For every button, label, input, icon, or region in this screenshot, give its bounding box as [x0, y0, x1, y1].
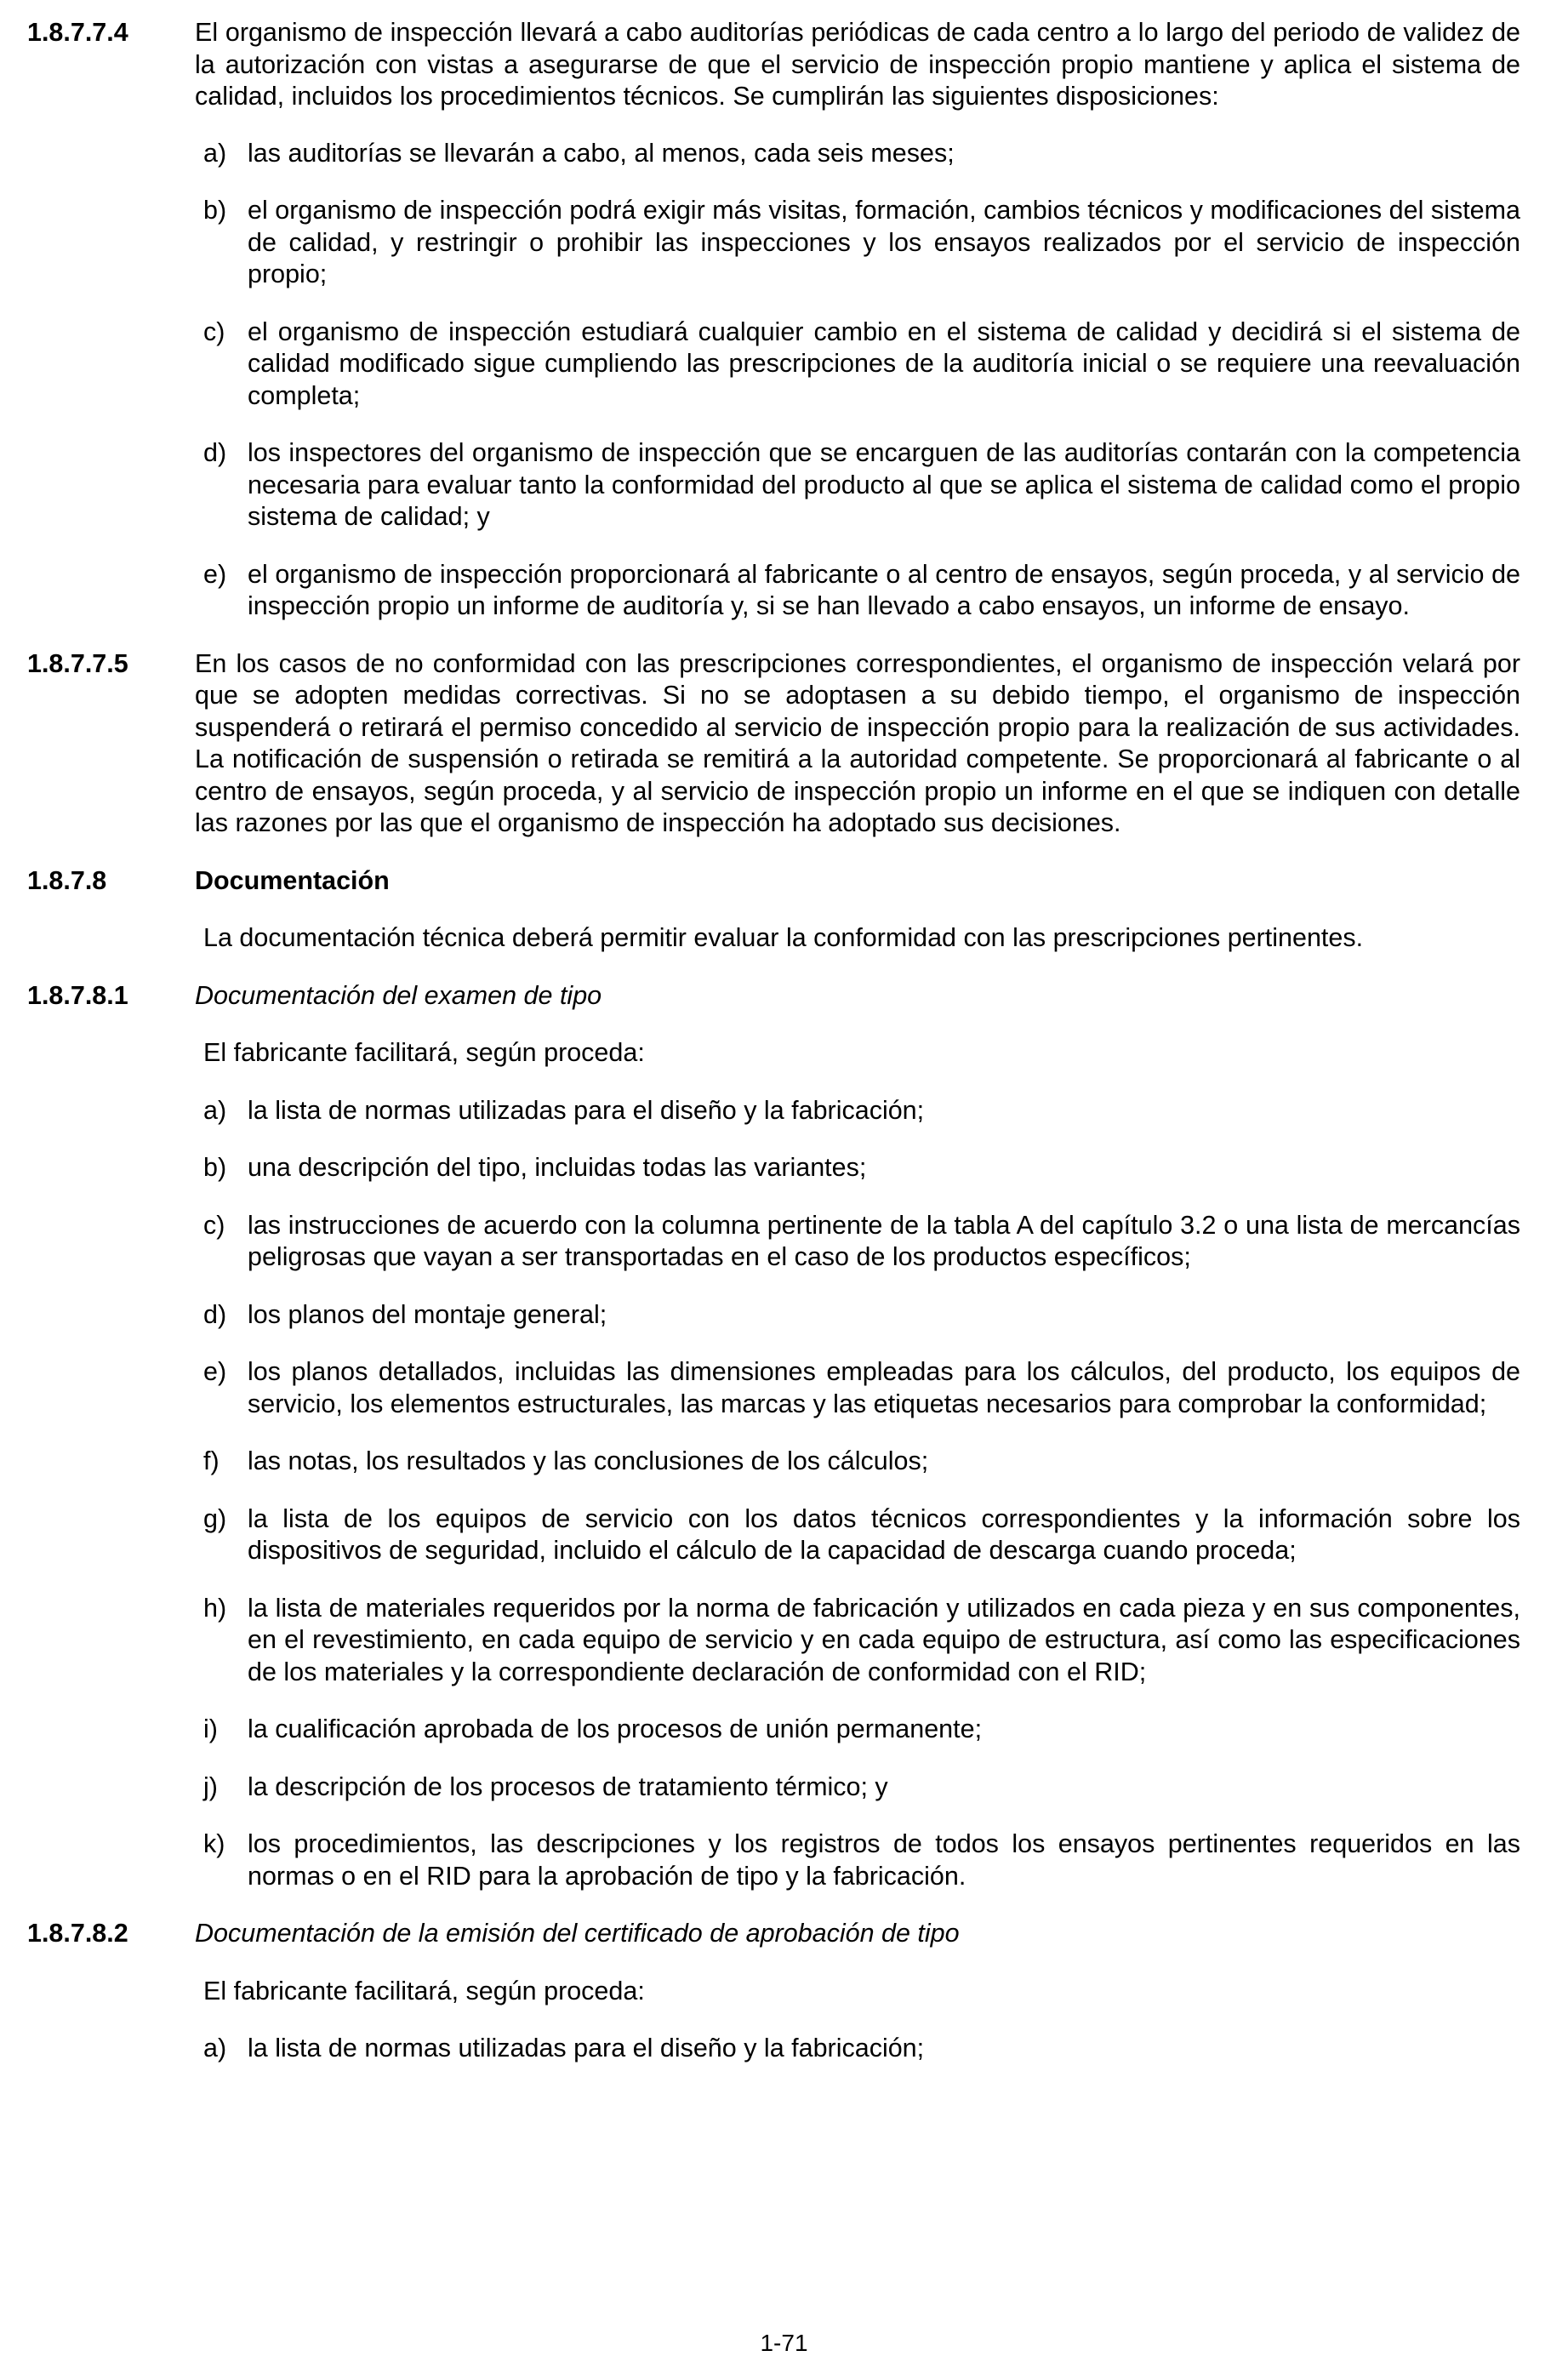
list-label: i): [203, 1714, 218, 1743]
section-title: Documentación del examen de tipo: [195, 980, 602, 1010]
page-number: 1-71: [760, 2330, 808, 2356]
list-text: los procedimientos, las descripciones y los registros de todos los ensayos pertinentes requeridos en las normas o en el RID para la aprobación de tipo y la fabricación.: [248, 1829, 1520, 1891]
list-text: la descripción de los procesos de tratamiento térmico; y: [248, 1772, 888, 1801]
document-page: [27, 17, 1520, 2065]
section-1-8-7-8: [27, 865, 1520, 898]
section-1-8-7-8-1: [27, 980, 1520, 1013]
list-text: las instrucciones de acuerdo con la columna pertinente de la tabla A del capítulo 3.2 o una lista de mercancías peligrosas que vayan a ser transportadas en el caso de los productos específicos;: [248, 1210, 1520, 1271]
list-item: [195, 1299, 1520, 1332]
section-1-8-7-7-4: [27, 17, 1520, 113]
list-text: la lista de normas utilizadas para el diseño y la fabricación;: [248, 1095, 925, 1125]
list-item: [195, 1356, 1520, 1420]
list-item: [195, 437, 1520, 533]
list-item: [195, 1210, 1520, 1274]
list-text: la lista de materiales requeridos por la norma de fabricación y utilizados en cada pieza y en sus componentes, en el revestimiento, en cada equipo de servicio y en cada equipo de estructura, así como las especificaciones de los materiales y la correspondiente declaración de conformidad con el RID;: [248, 1593, 1520, 1686]
list-text: el organismo de inspección proporcionará al fabricante o al centro de ensayos, según proceda, y al servicio de inspección propio un informe de auditoría y, si se han llevado a cabo ensayos, un informe de ensayo.: [248, 559, 1520, 620]
list-text: la cualificación aprobada de los procesos de unión permanente;: [248, 1714, 983, 1743]
section-intro: El fabricante facilitará, según proceda:: [203, 1976, 645, 2005]
list-item: [195, 1095, 1520, 1127]
list-label: g): [203, 1503, 227, 1533]
section-title: Documentación: [195, 865, 390, 895]
list-text: el organismo de inspección podrá exigir más visitas, formación, cambios técnicos y modificaciones del sistema de calidad, y restringir o prohibir las inspecciones y los ensayos realizados por el servicio de inspección propio;: [248, 196, 1520, 288]
section-text: En los casos de no conformidad con las prescripciones correspondientes, el organismo de inspección velará por que se adopten medidas correctivas. Si no se adoptasen a su debido tiempo, el organismo de inspección suspenderá o retirará el permiso concedido al servicio de inspección propio para la realización de sus actividades. La notificación de suspensión o retirada se remitirá a la autoridad competente. Se proporcionará al fabricante o al centro de ensayos, según proceda, y al servicio de inspección propio un informe en el que se indiquen con detalle las razones por las que el organismo de inspección ha adoptado sus decisiones.: [195, 648, 1520, 837]
list-label: a): [203, 2034, 227, 2062]
list-label: f): [203, 1446, 220, 1475]
list-item: [195, 1593, 1520, 1689]
list-item: [195, 559, 1520, 623]
section-1-8-7-7-5: [27, 648, 1520, 840]
list-text: las auditorías se llevarán a cabo, al menos, cada seis meses;: [248, 138, 955, 168]
list-label: k): [203, 1829, 225, 1858]
list-label: h): [203, 1593, 227, 1623]
section-number: 1.8.7.7.4: [27, 18, 128, 47]
section-intro: El fabricante facilitará, según proceda:: [203, 1038, 645, 1067]
list-item: [195, 317, 1520, 413]
list-item: [195, 2033, 1520, 2065]
list-label: b): [203, 1153, 227, 1182]
section-number: 1.8.7.8: [27, 865, 107, 895]
list-text: los planos detallados, incluidas las dimensiones empleadas para los cálculos, del producto, los equipos de servicio, los elementos estructurales, las marcas y las etiquetas necesarios para comprobar la conformidad;: [248, 1357, 1520, 1418]
list-label: c): [203, 317, 225, 346]
list-item: [195, 1152, 1520, 1184]
list-item: [195, 195, 1520, 291]
list-item: [195, 138, 1520, 170]
section-1-8-7-8-2: [27, 1918, 1520, 1950]
list-text: el organismo de inspección estudiará cualquier cambio en el sistema de calidad y decidirá si el sistema de calidad modificado sigue cumpliendo las prescripciones de la auditoría inicial o se requiere una reevaluación completa;: [248, 317, 1520, 410]
list-label: a): [203, 1095, 227, 1125]
section-text: La documentación técnica deberá permitir evaluar la conformidad con las prescripciones pertinentes.: [203, 923, 1364, 952]
list-text: la lista de normas utilizadas para el diseño y la fabricación;: [248, 2034, 925, 2062]
list-label: a): [203, 138, 227, 168]
list-label: e): [203, 559, 227, 589]
list-text: los inspectores del organismo de inspección que se encarguen de las auditorías contarán con la competencia necesaria para evaluar tanto la conformidad del producto al que se aplica el sistema de calidad como el propio sistema de calidad; y: [248, 438, 1520, 531]
list-item: [195, 1829, 1520, 1892]
list-text: una descripción del tipo, incluidas todas las variantes;: [248, 1153, 867, 1182]
section-number: 1.8.7.8.2: [27, 1919, 128, 1948]
list-label: j): [203, 1772, 218, 1801]
list-item: [195, 1446, 1520, 1478]
list-label: c): [203, 1210, 225, 1240]
section-title: Documentación de la emisión del certificado de aprobación de tipo: [195, 1919, 960, 1948]
list-text: las notas, los resultados y las conclusiones de los cálculos;: [248, 1446, 929, 1475]
list-text: los planos del montaje general;: [248, 1299, 607, 1329]
list-item: [195, 1714, 1520, 1746]
list-text: la lista de los equipos de servicio con los datos técnicos correspondientes y la información sobre los dispositivos de seguridad, incluido el cálculo de la capacidad de descarga cuando proceda;: [248, 1503, 1520, 1565]
list-label: d): [203, 438, 227, 467]
section-text: El organismo de inspección llevará a cabo auditorías periódicas de cada centro a lo largo del periodo de validez de la autorización con vistas a asegurarse de que el servicio de inspección propio mantiene y aplica el sistema de calidad, incluidos los procedimientos técnicos. Se cumplirán las siguientes disposiciones:: [195, 18, 1520, 111]
list-label: b): [203, 196, 227, 225]
list-label: e): [203, 1357, 227, 1386]
section-number: 1.8.7.8.1: [27, 980, 128, 1010]
list-item: [195, 1503, 1520, 1567]
list-item: [195, 1772, 1520, 1804]
section-number: 1.8.7.7.5: [27, 648, 128, 678]
list-label: d): [203, 1299, 227, 1329]
